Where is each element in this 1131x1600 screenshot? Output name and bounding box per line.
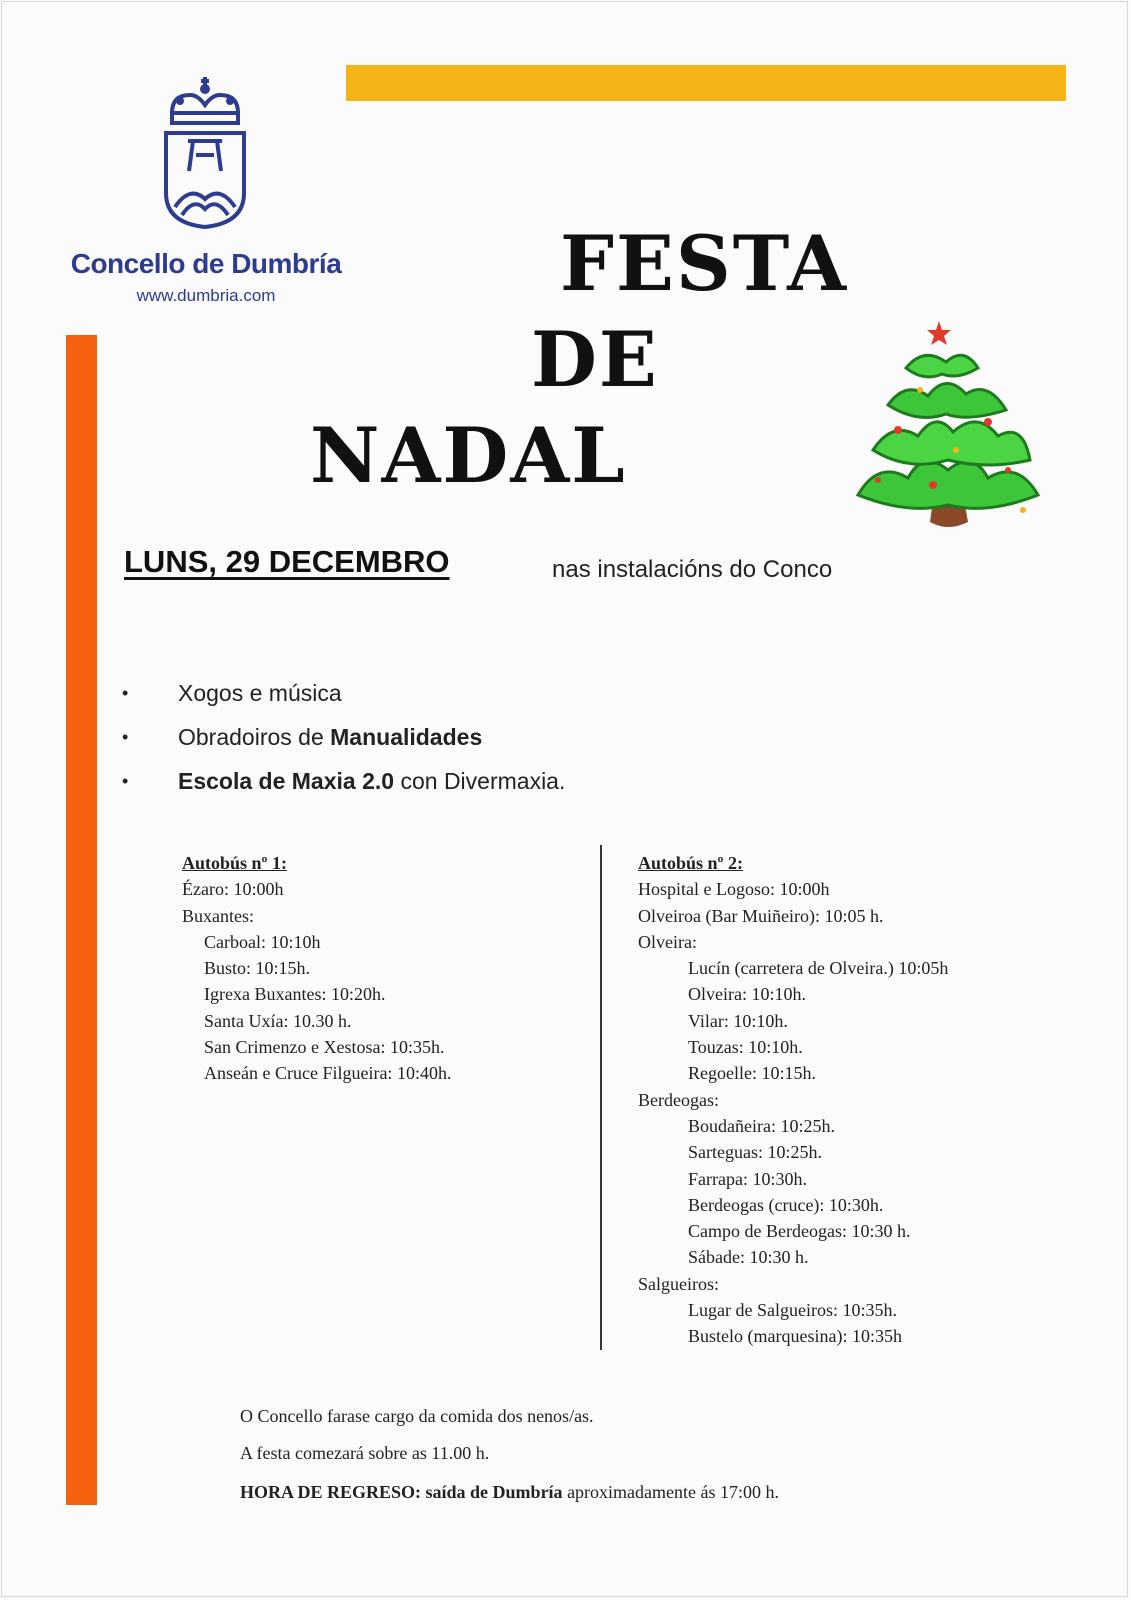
activity-post: Xogos e música <box>178 680 342 706</box>
bus-stop-line: Igrexa Buxantes: 10:20h. <box>204 984 386 1005</box>
bus-stop-line: Vilar: 10:10h. <box>688 1010 788 1031</box>
activity-item <box>122 768 565 812</box>
bus-stop-line: Santa Uxía: 10.30 h. <box>204 1010 352 1031</box>
bus-stop-line: Anseán e Cruce Filgueira: 10:40h. <box>204 1063 452 1084</box>
start-time-note: A festa comezará sobre as 11.00 h. <box>240 1443 490 1463</box>
activity-post: con Divermaxia. <box>394 768 566 794</box>
christmas-tree-icon <box>838 310 1058 540</box>
event-venue: nas instalacións do Conco <box>552 556 833 583</box>
bus-stop-line: Hospital e Logoso: 10:00h <box>638 879 830 900</box>
bus-stop-line: San Crimenzo e Xestosa: 10:35h. <box>204 1037 445 1058</box>
bus-stop-line: Berdeogas: <box>638 1089 719 1110</box>
organization-website: www.dumbria.com <box>136 286 276 305</box>
activity-pre: Obradoiros de <box>178 724 331 750</box>
bus-stop-line: Buxantes: <box>182 905 254 926</box>
bus-stop-line: Farrapa: 10:30h. <box>688 1168 807 1189</box>
return-time-note <box>240 1482 779 1503</box>
crown-shield-emblem-icon <box>160 75 250 235</box>
bus-stop-line: Campo de Berdeogas: 10:30 h. <box>688 1221 911 1242</box>
event-date: LUNS, 29 DECEMBRO <box>124 544 450 579</box>
activity-item <box>122 680 565 724</box>
return-time: aproximadamente ás 17:00 h. <box>562 1482 780 1502</box>
bus-2-schedule <box>638 850 948 1350</box>
bus-stop-line: Boudañeira: 10:25h. <box>688 1115 835 1136</box>
title-line-1: FESTA <box>560 219 849 308</box>
bus-stop-line: Bustelo (marquesina): 10:35h <box>688 1326 902 1347</box>
return-place: saída de Dumbría <box>425 1482 563 1502</box>
top-accent-bar <box>346 65 1066 101</box>
side-accent-bar <box>66 335 97 1505</box>
column-divider <box>600 845 602 1350</box>
bus-stop-line: Regoelle: 10:15h. <box>688 1063 816 1084</box>
bus-stop-line: Berdeogas (cruce): 10:30h. <box>688 1194 884 1215</box>
title-line-2: DE <box>531 315 659 404</box>
return-label: HORA DE REGRESO: <box>240 1482 422 1502</box>
bus-stop-line: Ézaro: 10:00h <box>182 879 284 900</box>
bus-stop-line: Olveiroa (Bar Muiñeiro): 10:05 h. <box>638 905 884 926</box>
bus-2-stops <box>638 876 948 1349</box>
bus-1-title: Autobús nº 1: <box>182 853 287 873</box>
bus-1-stops <box>182 876 451 1086</box>
activity-list <box>122 680 565 812</box>
activity-bold: Manualidades <box>330 724 483 750</box>
bus-stop-line: Sábade: 10:30 h. <box>688 1247 809 1268</box>
organization-name: Concello de Dumbría <box>70 248 342 279</box>
bus-stop-line: Olveira: 10:10h. <box>688 984 806 1005</box>
activity-item <box>122 724 565 768</box>
bus-stop-line: Lugar de Salgueiros: 10:35h. <box>688 1300 897 1321</box>
activity-bold: Escola de Maxia 2.0 <box>178 768 395 794</box>
lunch-note: O Concello farase cargo da comida dos nenos/as. <box>240 1406 594 1426</box>
bus-2-title: Autobús nº 2: <box>638 853 743 873</box>
bus-stop-line: Busto: 10:15h. <box>204 958 311 979</box>
bus-stop-line: Touzas: 10:10h. <box>688 1037 803 1058</box>
bus-stop-line: Lucín (carretera de Olveira.) 10:05h <box>688 958 949 979</box>
title-line-3: NADAL <box>310 411 627 500</box>
bus-stop-line: Carboal: 10:10h <box>204 931 321 952</box>
bus-stop-line: Salgueiros: <box>638 1273 719 1294</box>
bus-stop-line: Sarteguas: 10:25h. <box>688 1142 822 1163</box>
bus-1-schedule <box>182 850 451 1087</box>
bus-stop-line: Olveira: <box>638 931 697 952</box>
